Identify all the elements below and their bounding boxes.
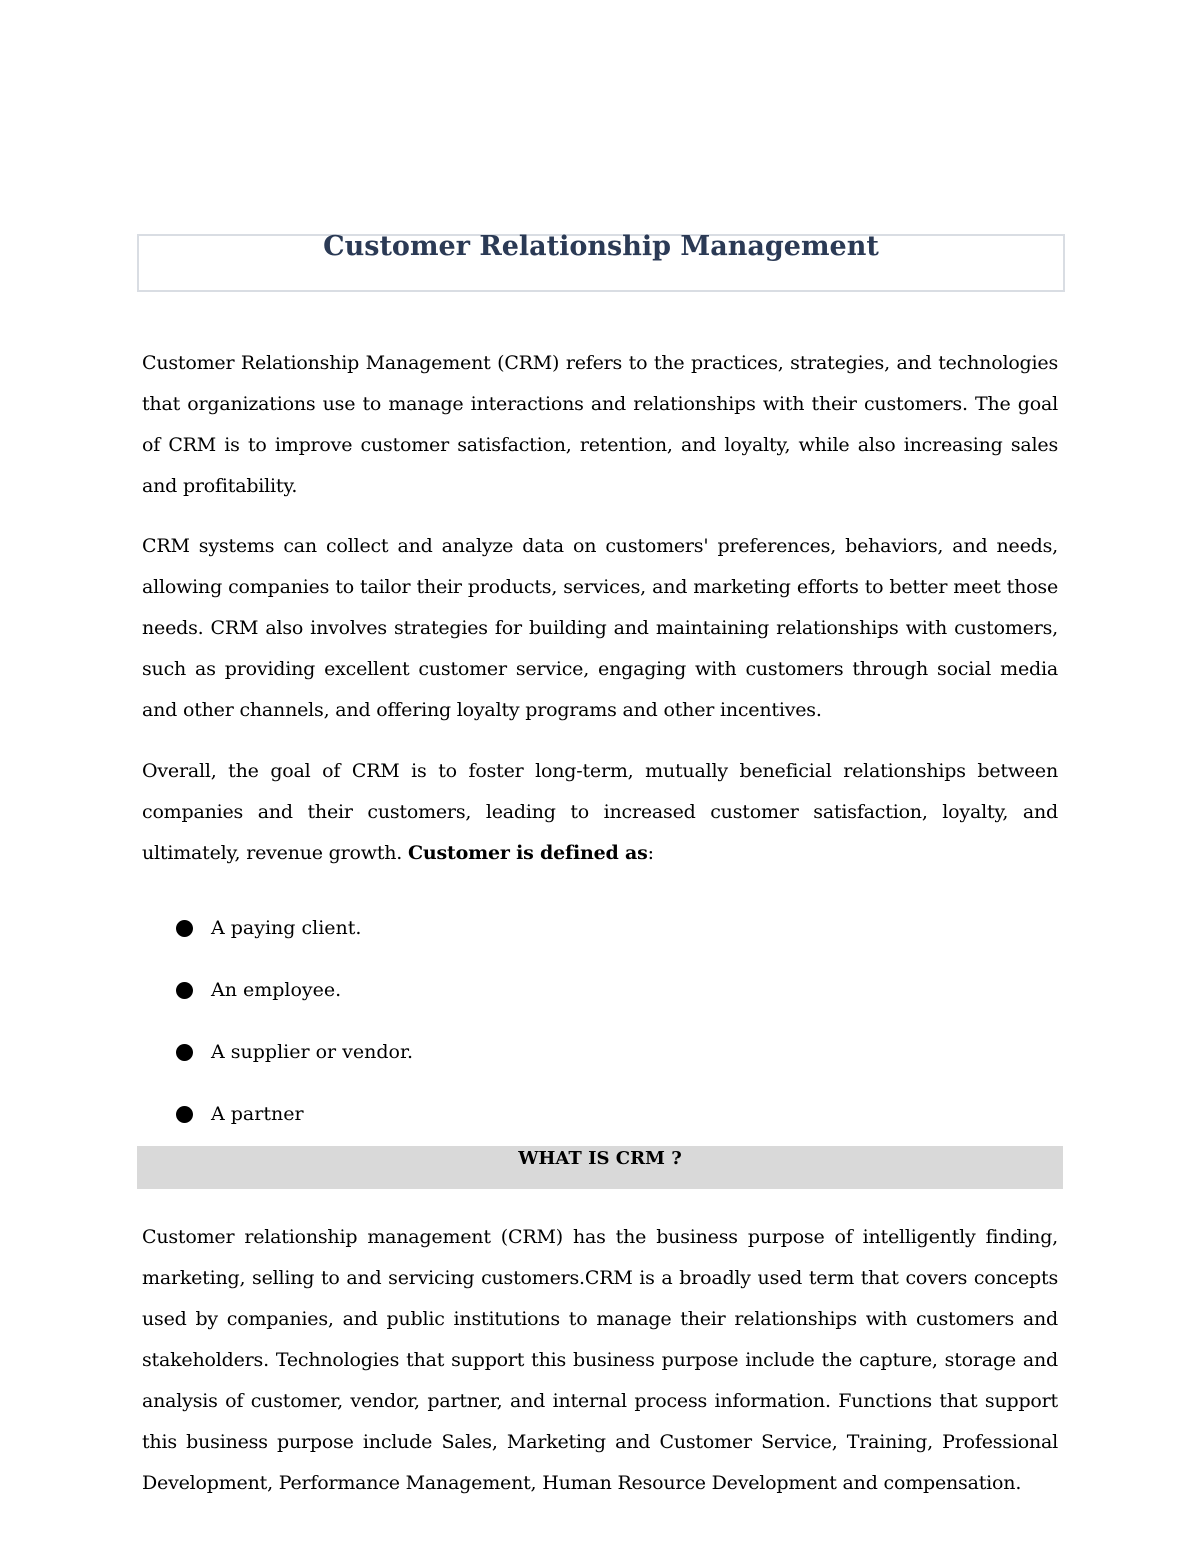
bullet-icon	[176, 982, 193, 999]
list-item-label: An employee.	[211, 979, 342, 1001]
bullet-icon	[176, 920, 193, 937]
intro-paragraph-1: Customer Relationship Management (CRM) refers to the practices, strategies, and technologies that organizations use to manage interactions and relationships with their customers. The goal of CRM is to improve customer satisfaction, retention, and loyalty, while also increasing sales and profitability.	[142, 352, 1058, 497]
title-box	[137, 231, 1065, 292]
overall-paragraph	[142, 751, 1058, 874]
bullet-icon	[176, 1106, 193, 1123]
list-item	[176, 907, 413, 969]
section-paragraph: Customer relationship management (CRM) has the business purpose of intelligently finding, marketing, selling to and servicing customers.CRM is a broadly used term that covers concepts used by companies, and public institutions to manage their relationships with customers and stakeholders. Technologies that support this business purpose include the capture, storage and analysis of customer, vendor, partner, and internal process information. Functions that support this business purpose include Sales, Marketing and Customer Service, Training, Professional Development, Performance Management, Human Resource Development and compensation.	[142, 1226, 1058, 1494]
list-item	[176, 969, 413, 1031]
list-item-label: A paying client.	[211, 917, 362, 939]
customer-defined-label: Customer is defined as	[407, 842, 648, 864]
overall-text: Overall, the goal of CRM is to foster long-term, mutually beneficial relationships between companies and their customers, leading to increased customer satisfaction, loyalty, and ultimately, revenue growth.	[142, 760, 1058, 864]
section-heading-band	[137, 1146, 1063, 1189]
list-item	[176, 1031, 413, 1093]
overall-trailing: :	[647, 842, 654, 864]
customer-definition-list	[176, 907, 413, 1155]
bullet-icon	[176, 1044, 193, 1061]
list-item-label: A partner	[211, 1103, 304, 1125]
list-item-label: A supplier or vendor.	[211, 1041, 414, 1063]
page-title: Customer Relationship Management	[323, 231, 879, 262]
intro-paragraph-2: CRM systems can collect and analyze data on customers' preferences, behaviors, and needs, allowing companies to tailor their products, services, and marketing efforts to better meet those needs. CRM also involves strategies for building and maintaining relationships with customers, such as providing excellent customer service, engaging with customers through social media and other channels, and offering loyalty programs and other incentives.	[142, 535, 1058, 721]
section-heading: WHAT IS CRM ?	[518, 1148, 682, 1169]
